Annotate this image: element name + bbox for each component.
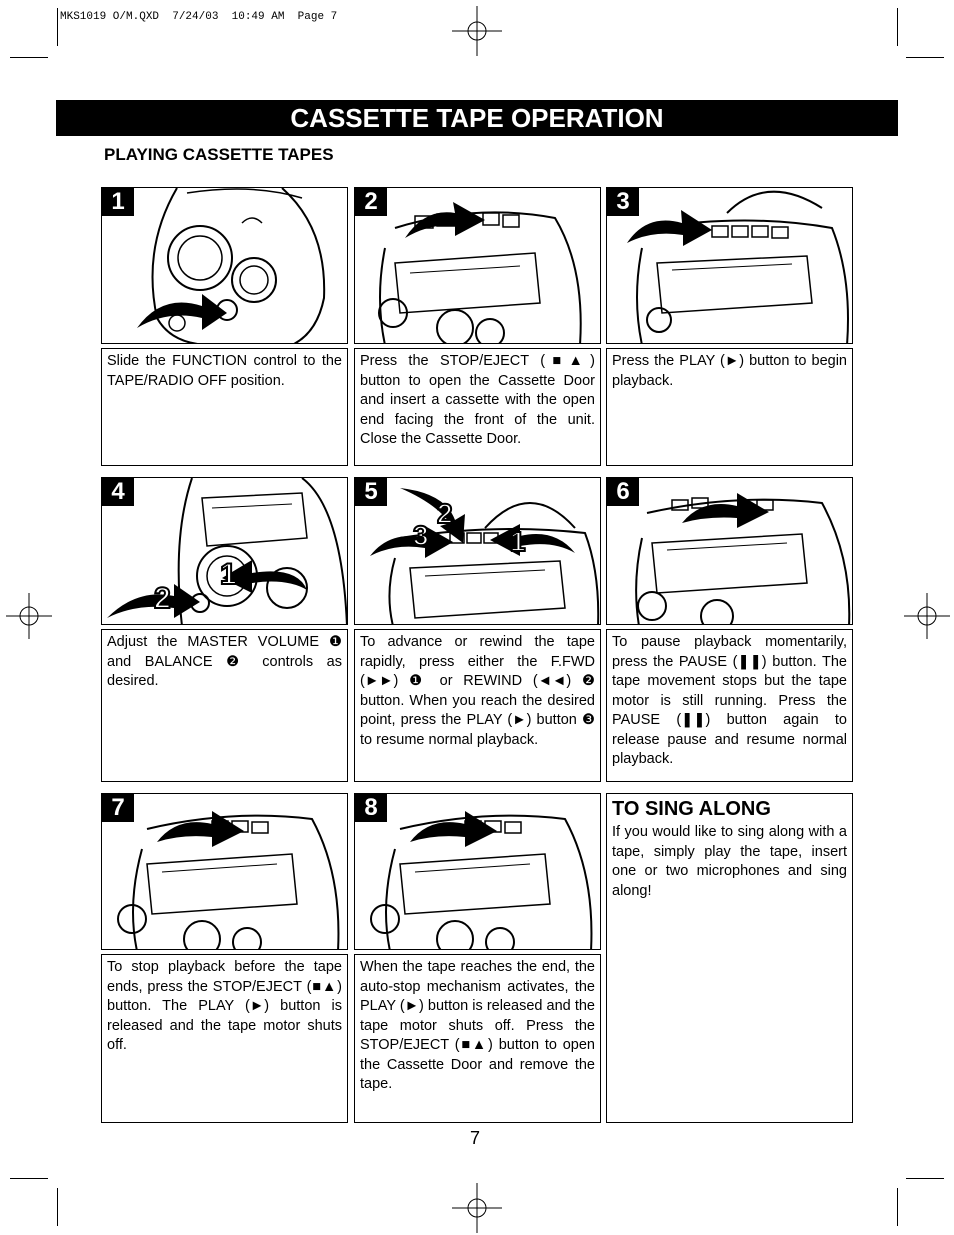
radio-transport-buttons-icon (355, 478, 601, 625)
radio-auto-stop-icon (355, 794, 601, 950)
step-number: 7 (102, 794, 134, 822)
callout-number: 1 (510, 526, 526, 557)
radio-stop-button-icon (102, 794, 348, 950)
step-1-illustration (101, 187, 348, 344)
step-5-instructions: To advance or rewind the tape rapidly, press either the F.FWD (►►) ❶ or REWIND (◄◄) ❷ button. When you reach the desired point, press the PLAY (►) button ❸ to resume normal playback. (354, 629, 601, 782)
crop-mark (10, 1178, 48, 1179)
step-number: 1 (102, 188, 134, 216)
callout-number: 2 (437, 498, 453, 529)
crop-mark (897, 8, 898, 46)
file-header: MKS1019 O/M.QXD 7/24/03 10:49 AM Page 7 (60, 11, 338, 23)
step-3-instructions: Press the PLAY (►) button to begin playback. (606, 348, 853, 466)
page-title-banner: CASSETTE TAPE OPERATION (56, 100, 898, 136)
page-number: 7 (470, 1128, 481, 1148)
callout-number: 1 (220, 558, 237, 591)
step-2-instructions: Press the STOP/EJECT (■▲) button to open the Cassette Door and insert a cassette with the open end facing the front of the unit. Close the Cassette Door. (354, 348, 601, 466)
registration-mark-icon (6, 593, 52, 639)
step-number: 4 (102, 478, 134, 506)
crop-mark (57, 8, 58, 46)
step-number: 2 (355, 188, 387, 216)
radio-pause-button-icon (607, 478, 853, 625)
crop-mark (57, 1188, 58, 1226)
step-8-illustration (354, 793, 601, 950)
callout-number: 3 (413, 520, 429, 551)
step-7-illustration (101, 793, 348, 950)
step-4-instructions: Adjust the MASTER VOLUME ❶ and BALANCE ❷ controls as desired. (101, 629, 348, 782)
registration-mark-icon (452, 1183, 502, 1233)
radio-top-buttons-icon (355, 188, 601, 344)
step-6-illustration (606, 477, 853, 625)
step-3-illustration (606, 187, 853, 344)
step-number: 8 (355, 794, 387, 822)
step-7-instructions: To stop playback before the tape ends, press the STOP/EJECT (■▲) button. The PLAY (►) button is released and the tape motor shuts off. (101, 954, 348, 1123)
sing-along-panel (606, 793, 853, 1123)
step-number: 5 (355, 478, 387, 506)
step-number: 6 (607, 478, 639, 506)
registration-mark-icon (452, 6, 502, 56)
step-1-instructions: Slide the FUNCTION control to the TAPE/RADIO OFF position. (101, 348, 348, 466)
section-title: PLAYING CASSETTE TAPES (104, 145, 334, 164)
crop-mark (897, 1188, 898, 1226)
radio-side-knobs-icon (102, 188, 348, 344)
step-2-illustration (354, 187, 601, 344)
radio-volume-knobs-icon (102, 478, 348, 625)
step-8-instructions: When the tape reaches the end, the auto-stop mechanism activates, the PLAY (►) button is released and the tape motor shuts off. Press the STOP/EJECT (■▲) button to open the Cassette Door and remove the tape. (354, 954, 601, 1123)
registration-mark-icon (904, 593, 950, 639)
crop-mark (906, 1178, 944, 1179)
sing-along-text: If you would like to sing along with a tape, simply play the tape, insert one or two microphones and sing along! (612, 824, 847, 899)
step-4-illustration (101, 477, 348, 625)
crop-mark (10, 57, 48, 58)
step-number: 3 (607, 188, 639, 216)
crop-mark (906, 57, 944, 58)
step-5-illustration (354, 477, 601, 625)
callout-number: 2 (154, 582, 171, 615)
step-6-instructions: To pause playback momentarily, press the PAUSE (❚❚) button. The tape movement stops but the tape motor is still running. Press the PAUSE (❚❚) button again to release pause and resume normal playback. (606, 629, 853, 782)
radio-play-button-icon (607, 188, 853, 344)
sing-along-title: TO SING ALONG (612, 798, 771, 820)
